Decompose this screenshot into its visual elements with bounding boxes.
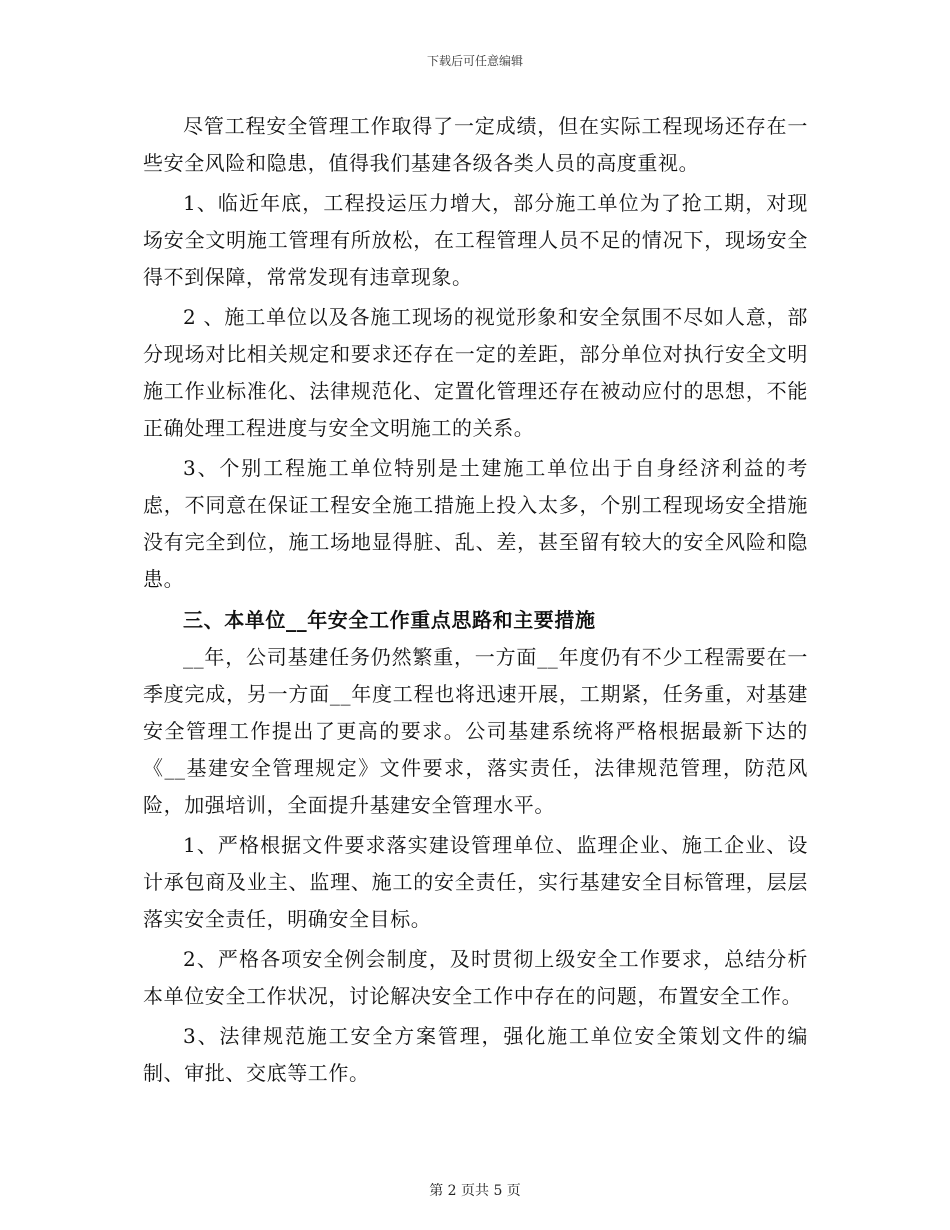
paragraph: 1、严格根据文件要求落实建设管理单位、监理企业、施工企业、设计承包商及业主、监理、施工的安全责任，实行基建安全目标管理，层层落实安全责任，明确安全目标。	[143, 833, 808, 931]
paragraph: 3、个别工程施工单位特别是土建施工单位出于自身经济利益的考虑，不同意在保证工程安全施工措施上投入太多，个别工程现场安全措施没有完全到位，施工场地显得脏、乱、差，甚至留有较大的安全风险和隐患。	[143, 456, 808, 591]
paragraph: 尽管工程安全管理工作取得了一定成绩，但在实际工程现场还存在一些安全风险和隐患，值得我们基建各级各类人员的高度重视。	[143, 114, 808, 175]
paragraph: 2 、施工单位以及各施工现场的视觉形象和安全氛围不尽如人意，部分现场对比相关规定和要求还存在一定的差距，部分单位对执行安全文明施工作业标准化、法律规范化、定置化管理还存在被动应付的思想，不能正确处理工程进度与安全文明施工的关系。	[143, 305, 808, 440]
paragraph: 3、法律规范施工安全方案管理，强化施工单位安全策划文件的编制、审批、交底等工作。	[143, 1024, 808, 1085]
paragraph: 1、临近年底，工程投运压力增大，部分施工单位为了抢工期，对现场安全文明施工管理有所放松，在工程管理人员不足的情况下，现场安全得不到保障，常常发现有违章现象。	[143, 191, 808, 289]
paragraph: 2、严格各项安全例会制度，及时贯彻上级安全工作要求，总结分析本单位安全工作状况，讨论解决安全工作中存在的问题，布置安全工作。	[143, 947, 808, 1008]
page-header: 下载后可任意编辑	[426, 54, 523, 68]
document-body	[143, 108, 808, 1095]
section-heading: 三、本单位__年安全工作重点思路和主要措施	[183, 608, 596, 632]
page-footer: 第 2 页共 5 页	[429, 1183, 521, 1199]
paragraph: __年，公司基建任务仍然繁重，一方面__年度仍有不少工程需要在一季度完成，另一方面__年度工程也将迅速开展，工期紧，任务重，对基建安全管理工作提出了更高的要求。公司基建系统将严格根据最新下达的《__基建安全管理规定》文件要求，落实责任，法律规范管理，防范风险，加强培训，全面提升基建安全管理水平。	[143, 645, 808, 817]
